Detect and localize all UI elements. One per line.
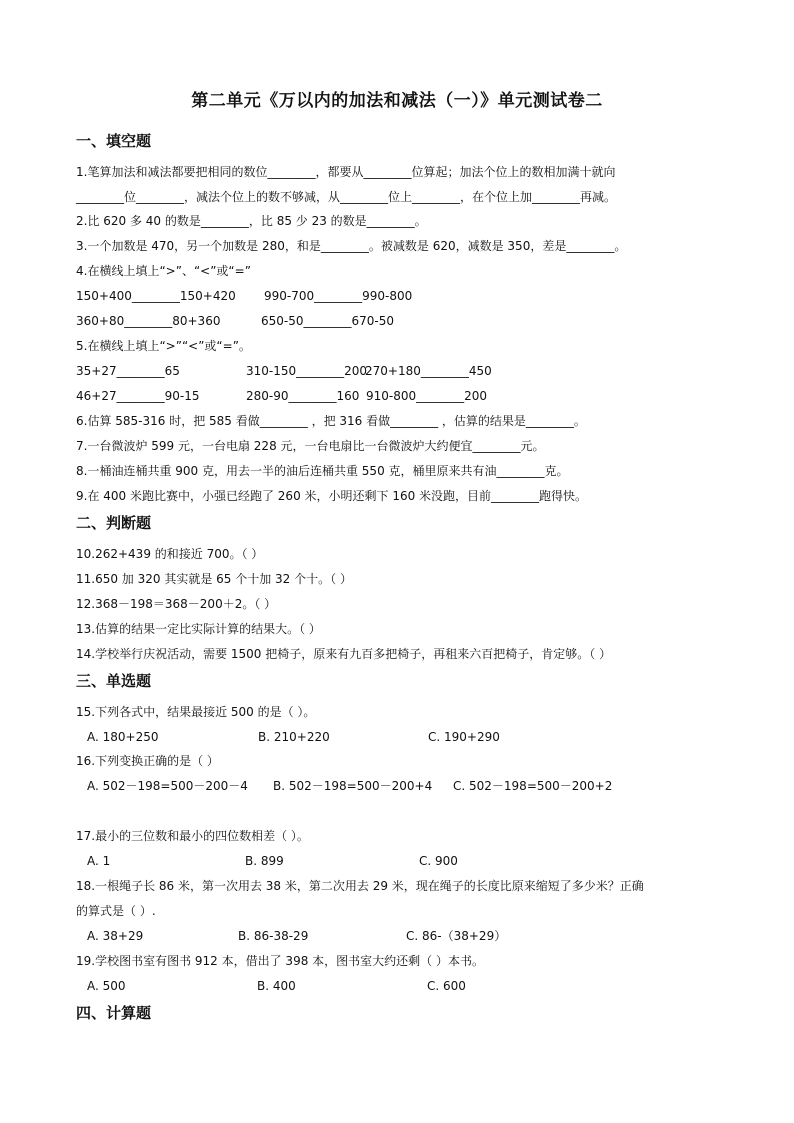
option-a: A. 180+250: [87, 730, 159, 744]
compare-item: 310-150________200: [246, 364, 368, 378]
option-c: C. 600: [427, 979, 466, 993]
section-heading-calc: 四、计算题: [76, 1004, 152, 1022]
question-15: 15.下列各式中，结果最接近 500 的是（ ）。: [76, 705, 316, 719]
question-16: 16.下列变换正确的是（ ）: [76, 754, 219, 768]
option-b: B. 400: [257, 979, 296, 993]
option-a: A. 38+29: [87, 929, 144, 943]
question-17: 17.最小的三位数和最小的四位数相差（ ）。: [76, 829, 309, 843]
option-c: C. 86-（38+29）: [406, 929, 507, 943]
question-18-line-2: 的算式是（ ）.: [76, 904, 156, 918]
compare-item: 46+27________90-15: [76, 389, 200, 403]
question-10: 10.262+439 的和接近 700。（ ）: [76, 547, 264, 561]
option-a: A. 502－198=500－200－4: [87, 779, 248, 793]
option-b: B. 210+220: [258, 730, 330, 744]
option-a: A. 1: [87, 854, 111, 868]
option-b: B. 502－198=500－200+4: [273, 779, 433, 793]
option-a: A. 500: [87, 979, 126, 993]
section-heading-judge: 二、判断题: [76, 514, 152, 532]
compare-item: 280-90________160: [246, 389, 360, 403]
question-9: 9.在 400 米跑比赛中，小强已经跑了 260 米，小明还剩下 160 米没跑，目前________跑得快。: [76, 489, 588, 503]
option-b: B. 86-38-29: [238, 929, 309, 943]
question-13: 13.估算的结果一定比实际计算的结果大。（ ）: [76, 622, 321, 636]
option-c: C. 502－198=500－200+2: [453, 779, 613, 793]
question-7: 7.一台微波炉 599 元，一台电扇 228 元，一台电扇比一台微波炉大约便宜________元。: [76, 439, 545, 453]
option-c: C. 900: [419, 854, 458, 868]
page-title: 第二单元《万以内的加法和减法（一）》单元测试卷二: [191, 91, 603, 111]
question-5: 5.在横线上填上“>”“<”或“=”。: [76, 339, 251, 353]
option-b: B. 899: [245, 854, 284, 868]
question-8: 8.一桶油连桶共重 900 克，用去一半的油后连桶共重 550 克，桶里原来共有油________克。: [76, 464, 569, 478]
compare-item: 990-700________990-800: [264, 289, 413, 303]
section-heading-fill: 一、填空题: [76, 132, 152, 150]
compare-item: 150+400________150+420: [76, 289, 236, 303]
compare-item: 650-50________670-50: [261, 314, 395, 328]
compare-item: 360+80________80+360: [76, 314, 221, 328]
question-19: 19.学校图书室有图书 912 本，借出了 398 本，图书室大约还剩（ ）本书。: [76, 954, 484, 968]
question-11: 11.650 加 320 其实就是 65 个十加 32 个十。（ ）: [76, 572, 352, 586]
option-c: C. 190+290: [428, 730, 500, 744]
question-1-line-1: 1.笔算加法和减法都要把相同的数位________，都要从________位算起；加法个位上的数相加满十就向: [76, 165, 616, 179]
question-18-line-1: 18.一根绳子长 86 米，第一次用去 38 米，第二次用去 29 米，现在绳子的长度比原来缩短了多少米？正确: [76, 879, 644, 893]
question-3: 3.一个加数是 470，另一个加数是 280，和是________。被减数是 620，减数是 350，差是________。: [76, 239, 627, 253]
question-1-line-2: ________位________，减法个位上的数不够减，从________位上________，在个位上加________再减。: [76, 190, 617, 204]
question-2: 2.比 620 多 40 的数是________，比 85 少 23 的数是________。: [76, 214, 427, 228]
question-14: 14.学校举行庆祝活动，需要 1500 把椅子，原来有九百多把椅子，再租来六百把椅子，肯定够。（ ）: [76, 647, 612, 661]
question-12: 12.368－198＝368－200＋2。（ ）: [76, 597, 277, 611]
compare-item: 910-800________200: [366, 389, 488, 403]
question-4: 4.在横线上填上“>”、“<”或“=”: [76, 264, 251, 278]
compare-item: 270+180________450: [365, 364, 492, 378]
compare-item: 35+27________65: [76, 364, 180, 378]
section-heading-choice: 三、单选题: [76, 672, 152, 690]
question-6: 6.估算 585-316 时，把 585 看做________ ，把 316 看做________ ，估算的结果是________。: [76, 414, 586, 428]
